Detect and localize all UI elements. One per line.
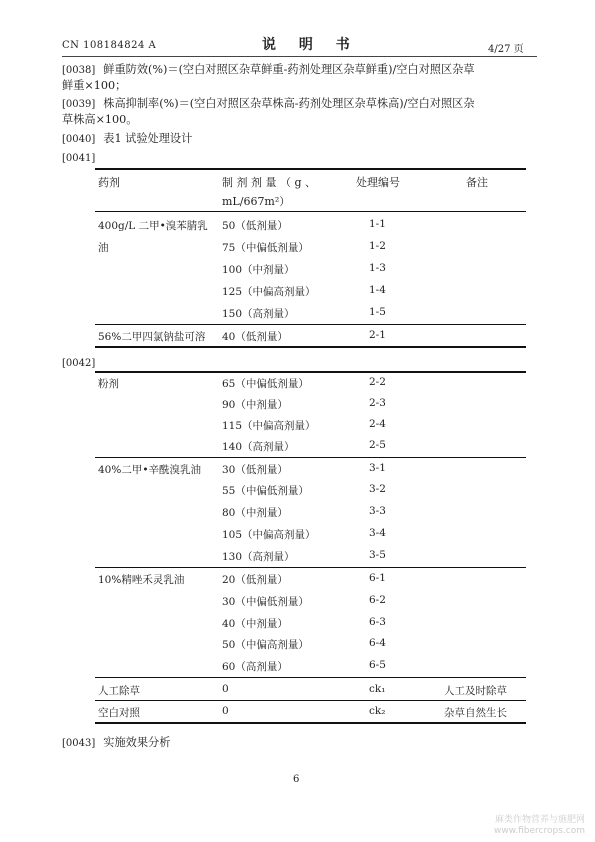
paragraph-line: 鲜重×100； bbox=[62, 79, 127, 92]
dose-cell: 100（中剂量） bbox=[222, 264, 295, 276]
paragraph-0041 bbox=[62, 150, 103, 167]
dose-cell: 0 bbox=[222, 705, 229, 717]
note-cell: 人工及时除草 bbox=[444, 685, 507, 697]
agent-name-cont: 粉剂 bbox=[98, 378, 119, 390]
agent-name: 10%精唑禾灵乳油 bbox=[98, 574, 185, 586]
header-agent: 药剂 bbox=[98, 176, 120, 189]
paragraph-line: 草株高×100。 bbox=[62, 113, 138, 126]
page-number: 6 bbox=[293, 774, 300, 785]
patent-number: CN 108184824 A bbox=[62, 40, 157, 51]
code-cell: 3-5 bbox=[369, 549, 386, 561]
table-page-break-rule bbox=[95, 346, 526, 348]
header-dose: 制 剂 剂 量 （ g 、 bbox=[222, 176, 317, 189]
paragraph-tag: [0043] bbox=[62, 738, 96, 749]
agent-name: 400g/L 二甲•溴苯腈乳 bbox=[98, 220, 208, 232]
header-rule bbox=[95, 211, 526, 212]
dose-cell: 80（中剂量） bbox=[222, 507, 288, 519]
paragraph-tag: [0041] bbox=[62, 153, 96, 164]
code-cell: 6-1 bbox=[369, 572, 386, 584]
dose-cell: 55（中偏低剂量） bbox=[222, 485, 309, 497]
group-rule bbox=[95, 567, 526, 568]
agent-name: 人工除草 bbox=[98, 685, 140, 697]
table-bottom-rule bbox=[95, 722, 526, 724]
dose-cell: 130（高剂量） bbox=[222, 551, 295, 563]
paragraph-0042 bbox=[62, 355, 103, 372]
code-cell: 1-5 bbox=[369, 306, 386, 318]
code-cell: 2-2 bbox=[369, 376, 386, 388]
group-rule bbox=[95, 324, 526, 325]
dose-cell: 90（中剂量） bbox=[222, 399, 288, 411]
agent-name: 56%二甲四氯钠盐可溶 bbox=[98, 331, 206, 343]
paragraph-0038 bbox=[62, 62, 475, 79]
table-continued-top-rule bbox=[95, 371, 526, 373]
code-cell: 6-5 bbox=[369, 659, 386, 671]
dose-cell: 150（高剂量） bbox=[222, 308, 295, 320]
dose-cell: 125（中偏高剂量） bbox=[222, 286, 316, 298]
table-top-rule bbox=[95, 168, 526, 170]
paragraph-tag: [0042] bbox=[62, 358, 96, 369]
paragraph-tag: [0039] bbox=[62, 99, 96, 110]
code-cell: ck₂ bbox=[369, 705, 386, 717]
dose-cell: 60（高剂量） bbox=[222, 661, 288, 673]
paragraph-line: 株高抑制率(%)＝(空白对照区杂草株高-药剂处理区杂草株高)/空白对照区杂 bbox=[103, 97, 475, 110]
paragraph-tag: [0038] bbox=[62, 65, 96, 76]
group-rule bbox=[95, 677, 526, 678]
code-cell: 3-2 bbox=[369, 483, 386, 495]
dose-cell: 50（中偏高剂量） bbox=[222, 639, 309, 651]
row-rule bbox=[95, 700, 526, 701]
code-cell: 1-2 bbox=[369, 240, 386, 252]
code-cell: 1-4 bbox=[369, 284, 386, 296]
note-cell: 杂草自然生长 bbox=[444, 707, 507, 719]
agent-name: 40%二甲•辛酰溴乳油 bbox=[98, 464, 202, 476]
page-indicator: 4/27 页 bbox=[488, 44, 524, 55]
paragraph-0039-cont bbox=[62, 112, 137, 128]
code-cell: 3-1 bbox=[369, 462, 386, 474]
dose-cell: 30（中偏低剂量） bbox=[222, 596, 309, 608]
paragraph-0043 bbox=[62, 735, 170, 752]
code-cell: 2-4 bbox=[369, 418, 386, 430]
header-note: 备注 bbox=[466, 176, 488, 189]
table-caption: 表1 试验处理设计 bbox=[103, 132, 193, 145]
dose-cell: 115（中偏高剂量） bbox=[222, 420, 316, 432]
agent-name-cont: 油 bbox=[98, 242, 109, 254]
header-divider bbox=[62, 56, 537, 57]
watermark-url: www.fibercrops.com bbox=[494, 826, 585, 836]
dose-cell: 75（中偏低剂量） bbox=[222, 242, 309, 254]
group-rule bbox=[95, 457, 526, 458]
document-title: 说 明 书 bbox=[262, 37, 359, 53]
code-cell: 6-2 bbox=[369, 594, 386, 606]
code-cell: 3-3 bbox=[369, 505, 386, 517]
code-cell: 2-5 bbox=[369, 439, 386, 451]
paragraph-0038-cont bbox=[62, 78, 126, 94]
agent-name: 空白对照 bbox=[98, 707, 140, 719]
code-cell: 1-1 bbox=[369, 218, 386, 230]
code-cell: 2-3 bbox=[369, 397, 386, 409]
section-heading: 实施效果分析 bbox=[103, 736, 171, 749]
dose-cell: 50（低剂量） bbox=[222, 220, 288, 232]
dose-cell: 40（中剂量） bbox=[222, 618, 288, 630]
code-cell: ck₁ bbox=[369, 683, 386, 695]
paragraph-line: 鲜重防效(%)＝(空白对照区杂草鲜重-药剂处理区杂草鲜重)/空白对照区杂草 bbox=[103, 63, 475, 76]
dose-cell: 0 bbox=[222, 683, 229, 695]
dose-cell: 140（高剂量） bbox=[222, 441, 295, 453]
code-cell: 2-1 bbox=[369, 329, 386, 341]
dose-cell: 65（中偏低剂量） bbox=[222, 378, 309, 390]
header-dose-unit: mL/667m²） bbox=[222, 195, 291, 208]
dose-cell: 20（低剂量） bbox=[222, 574, 288, 586]
dose-cell: 40（低剂量） bbox=[222, 331, 288, 343]
header-code: 处理编号 bbox=[356, 176, 400, 189]
watermark-title: 麻类作物营养与施肥网 bbox=[494, 815, 585, 825]
code-cell: 3-4 bbox=[369, 527, 386, 539]
paragraph-tag: [0040] bbox=[62, 134, 96, 145]
dose-cell: 30（低剂量） bbox=[222, 464, 288, 476]
code-cell: 1-3 bbox=[369, 262, 386, 274]
code-cell: 6-3 bbox=[369, 616, 386, 628]
paragraph-0039 bbox=[62, 96, 475, 113]
dose-cell: 105（中偏高剂量） bbox=[222, 529, 316, 541]
code-cell: 6-4 bbox=[369, 637, 386, 649]
paragraph-0040 bbox=[62, 131, 192, 148]
